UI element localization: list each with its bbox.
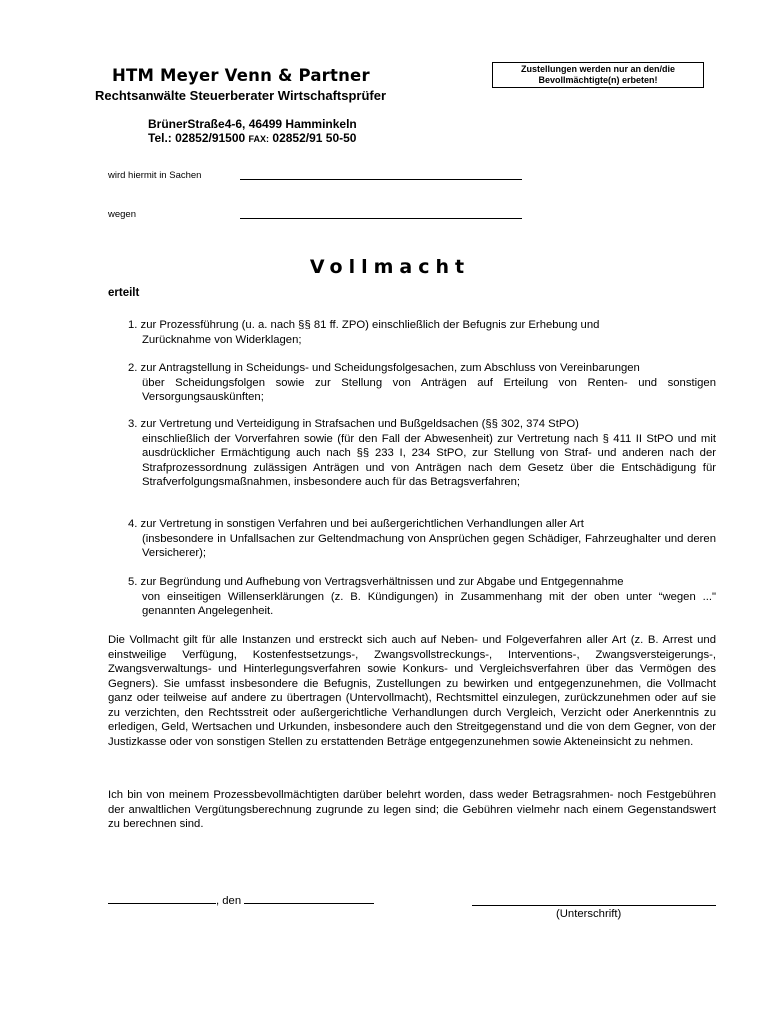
delivery-notice-box bbox=[492, 62, 704, 88]
granted-label: erteilt bbox=[108, 287, 140, 299]
phone-number: 02852/91500 bbox=[175, 131, 246, 145]
regarding-blank-line[interactable] bbox=[240, 209, 522, 219]
fax-number: 02852/91 50-50 bbox=[269, 131, 357, 145]
list-item bbox=[128, 361, 716, 405]
place-date-line bbox=[108, 893, 374, 907]
case-blank-line[interactable] bbox=[240, 170, 522, 180]
delivery-notice-line1: Zustellungen werden nur an den/die bbox=[520, 64, 675, 74]
list-item-continuation: (insbesondere in Unfallsachen zur Geltendmachung von Ansprüchen gegen Schädiger, Fahrzeughalter und deren Versicherer); bbox=[142, 532, 716, 559]
phone-label: Tel.: bbox=[148, 131, 176, 145]
list-item-continuation: über Scheidungsfolgen sowie zur Stellung von Anträgen auf Erteilung von Renten- und sonstigen Versorgungsauskünften; bbox=[142, 376, 716, 403]
fax-label: FAX: bbox=[248, 134, 270, 144]
list-item bbox=[128, 575, 716, 619]
firm-name: HTM Meyer Venn & Partner bbox=[112, 66, 370, 85]
delivery-notice-line2: Bevollmächtigte(n) erbeten! bbox=[538, 75, 658, 85]
list-item bbox=[128, 517, 716, 561]
firm-subtitle: Rechtsanwälte Steuerberater Wirtschaftsprüfer bbox=[95, 88, 387, 103]
list-item-continuation: von einseitigen Willenserklärungen (z. B. Kündigungen) in Zusammenhang mit der oben unter “wegen ..." genannten Angelegenheit. bbox=[142, 590, 716, 617]
list-item-first-line: 3. zur Vertretung und Verteidigung in Strafsachen und Bußgeldsachen (§§ 302, 374 StPO) bbox=[128, 418, 579, 430]
list-item-first-line: 5. zur Begründung und Aufhebung von Vertragsverhältnissen und zur Abgabe und Entgegennahme bbox=[128, 576, 624, 588]
date-connector: , den bbox=[216, 895, 245, 907]
date-blank[interactable] bbox=[244, 893, 374, 904]
firm-address: BrünerStraße4-6, 46499 Hamminkeln bbox=[148, 117, 357, 131]
scope-paragraph: Die Vollmacht gilt für alle Instanzen und erstreckt sich auch auf Neben- und Folgeverfahren aller Art (z. B. Arrest und einstweilige Verfügung, Kostenfestsetzungs-, Zwangsvollstreckungs-, Interventions-, Zwangsversteigerungs-, Zwangsverwaltungs- und Hinterlegungsverfahren sowie Konkurs- und Vergleichsverfahren über das Vermögen des Gegners). Sie umfasst insbesondere die Befugnis, Zustellungen zu bewirken und entgegenzunehmen, die Vollmacht ganz oder teilweise auf andere zu übertragen (Untervollmacht), Rechtsmittel einzulegen, zurückzunehmen oder auf sie zu verzichten, den Rechtsstreit oder außergerichtliche Verhandlungen durch Vergleich, Verzicht oder Anerkenntnis zu erledigen, Geld, Wertsachen und Urkunden, insbesondere auch den Streitgegenstand und die von dem Gegner, von der Justizkasse oder von sonstigen Stellen zu erstattenden Beträge entgegenzunehmen sowie Akteneinsicht zu nehmen. bbox=[108, 634, 716, 748]
signature-line[interactable] bbox=[472, 905, 716, 906]
case-label: wird hiermit in Sachen bbox=[108, 170, 202, 181]
list-item-first-line: 1. zur Prozessführung (u. a. nach §§ 81 ff. ZPO) einschließlich der Befugnis zur Erhebung und bbox=[128, 319, 600, 331]
document-title: Vollmacht bbox=[309, 256, 471, 278]
fee-notice-paragraph: Ich bin von meinem Prozessbevollmächtigten darüber belehrt worden, dass weder Betragsrahmen- noch Festgebühren der anwaltlichen Vergütungsberechnung zugrunde zu legen sind; die Gebühren vielmehr nach einem Gegenstandswert zu berechnen sind. bbox=[108, 789, 716, 830]
list-item-continuation: Zurücknahme von Widerklagen; bbox=[142, 333, 302, 346]
place-blank[interactable] bbox=[108, 893, 216, 904]
firm-contact bbox=[148, 131, 356, 146]
signature-caption: (Unterschrift) bbox=[556, 908, 622, 920]
list-item bbox=[128, 417, 716, 490]
list-item-first-line: 2. zur Antragstellung in Scheidungs- und Scheidungsfolgesachen, zum Abschluss von Vereinbarungen bbox=[128, 362, 640, 374]
regarding-label: wegen bbox=[108, 209, 136, 220]
list-item-continuation: einschließlich der Vorverfahren sowie (für den Fall der Abwesenheit) zur Vertretung nach § 411 II StPO und mit ausdrücklicher Ermächtigung auch nach §§ 233 I, 234 StPO, zur Stellung von Straf- und anderen nach der Strafprozessordnung zulässigen Anträgen und von Anträgen nach dem Gesetz über die Entschädigung für Strafverfolgungsmaßnahmen, insbesondere auch für das Betragsverfahren; bbox=[142, 432, 716, 488]
list-item bbox=[128, 318, 716, 347]
list-item-first-line: 4. zur Vertretung in sonstigen Verfahren und bei außergerichtlichen Verhandlungen aller Art bbox=[128, 518, 584, 530]
